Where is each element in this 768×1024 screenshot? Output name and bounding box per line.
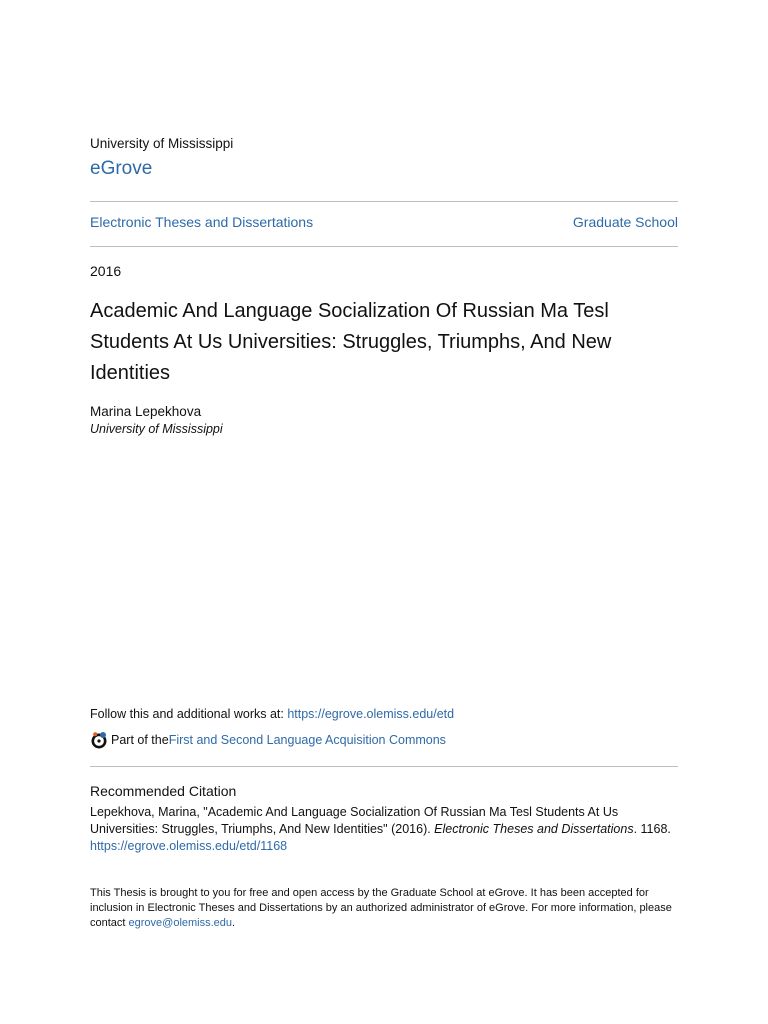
citation-journal: Electronic Theses and Dissertations: [434, 821, 634, 836]
author-affiliation: University of Mississippi: [90, 422, 223, 436]
follow-label: Follow this and additional works at:: [90, 707, 288, 721]
citation-text: Lepekhova, Marina, "Academic And Language Socialization Of Russian Ma Tesl Students At Us Universities: Struggles, Triumphs, And New Identities" (2016).: [90, 805, 619, 836]
contact-email-link[interactable]: egrove@olemiss.edu: [128, 917, 233, 929]
part-of-line: [90, 731, 446, 749]
notice-end: .: [232, 917, 236, 929]
commons-link[interactable]: First and Second Language Acquisition Commons: [168, 733, 446, 747]
top-divider: [90, 201, 678, 202]
notice-text: This Thesis is brought to you for free and open access by the Graduate School at eGrove. It has been accepted for inclusion in Electronic Theses and Dissertations by an authorized administrator of eGrove. For more information, please contact: [90, 887, 672, 929]
citation-block: [90, 804, 680, 854]
network-commons-icon: [90, 731, 108, 749]
citation-url-link[interactable]: https://egrove.olemiss.edu/etd/1168: [90, 838, 288, 853]
institution-name: University of Mississippi: [90, 136, 234, 151]
citation-divider: [90, 766, 678, 767]
author-name: Marina Lepekhova: [90, 404, 202, 419]
egrove-link[interactable]: eGrove: [90, 158, 153, 179]
follow-url-link[interactable]: https://egrove.olemiss.edu/etd: [287, 707, 455, 721]
citation-heading: Recommended Citation: [90, 783, 237, 799]
publication-year: 2016: [90, 263, 122, 279]
nav-divider: [90, 246, 678, 247]
thesis-title: Academic And Language Socialization Of Russian Ma Tesl Students At Us Universities: Struggles, Triumphs, And New Identities: [90, 300, 612, 384]
part-of-label: Part of the: [111, 733, 169, 747]
follow-line: [90, 707, 454, 721]
access-notice: [90, 886, 680, 931]
citation-number: . 1168.: [633, 821, 671, 836]
graduate-school-link[interactable]: Graduate School: [572, 214, 678, 230]
series-link[interactable]: Electronic Theses and Dissertations: [90, 214, 314, 230]
